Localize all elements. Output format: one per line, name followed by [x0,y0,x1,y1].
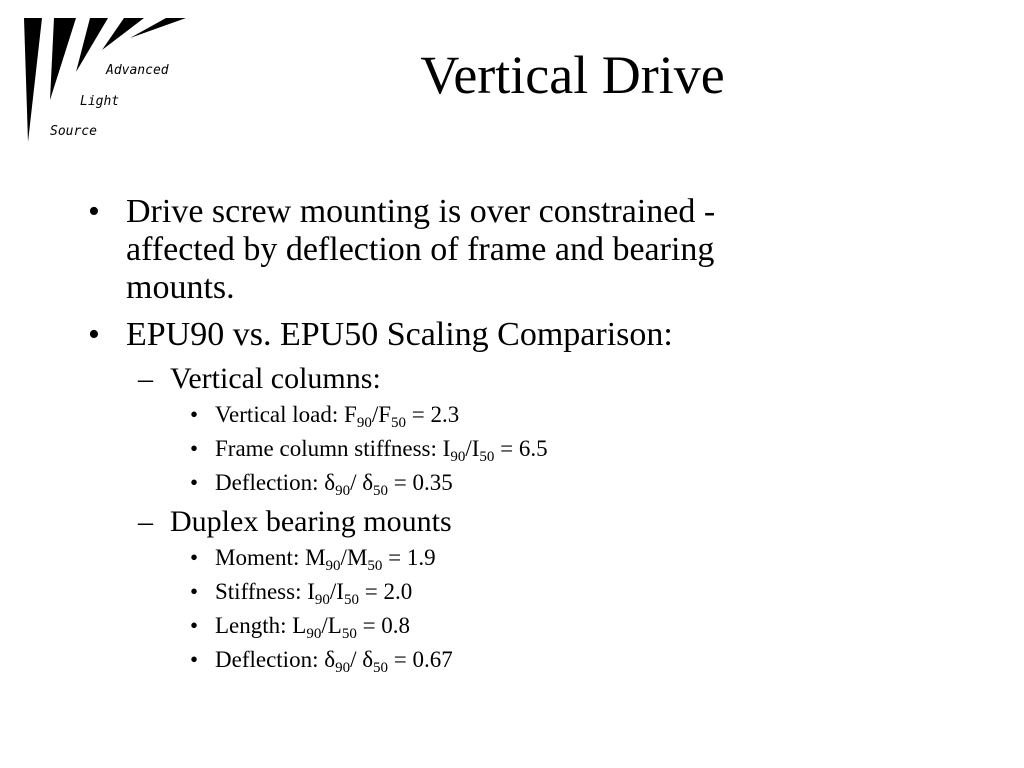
bullet-glyph: • [190,613,199,638]
bullet-text: Drive screw mounting is over constrained - affected by deflection of frame and bearing mounts. [126,193,716,306]
bullet-glyph: • [190,436,199,461]
detail-item-deflection-columns [190,468,710,498]
detail-text: Deflection: $\delta_{90}/$ $\delta_{50} = 0.35$ [215,470,453,499]
detail-text: Vertical load: $F_{90}/F_{50} = 2.3$ [215,402,460,431]
bullet-glyph: • [88,193,100,230]
detail-text: Length: $L_{90}/L_{50} = 0.8$ [215,613,411,642]
detail-item-length [190,611,710,641]
dash-glyph: – [138,362,153,395]
bullet-glyph: • [190,402,199,427]
detail-text: Moment: $M_{90}/M_{50} = 1.9$ [215,545,436,574]
sub-bullet-text: Vertical columns: [170,362,381,395]
detail-text: Deflection: $\delta_{90}/$ $\delta_{50} = 0.67$ [215,647,453,676]
dash-glyph: – [138,505,153,538]
sub-bullet-vertical-columns [138,362,738,396]
bullet-item-scaling-comparison [88,316,808,354]
bullet-text: EPU90 vs. EPU50 Scaling Comparison: [126,316,673,353]
slide-title: Vertical Drive [420,45,725,105]
bullet-glyph: • [190,545,199,570]
logo-text-light: Light [80,94,120,109]
bullet-glyph: • [88,316,100,353]
bullet-glyph: • [190,647,199,672]
detail-text: Frame column stiffness: $I_{90}/I_{50} = 6.5$ [215,436,548,465]
logo-text-source: Source [50,124,97,139]
detail-text: Stiffness: $I_{90}/I_{50} = 2.0$ [215,579,413,608]
bullet-glyph: • [190,470,199,495]
sub-bullet-text: Duplex bearing mounts [170,505,452,538]
bullet-glyph: • [190,579,199,604]
logo-text-advanced: Advanced [106,63,169,78]
bullet-item-drive-screw [88,193,808,307]
detail-item-vertical-load [190,400,710,430]
sub-bullet-duplex-bearing-mounts [138,505,738,539]
detail-item-frame-column-stiffness [190,434,710,464]
detail-item-stiffness [190,577,710,607]
detail-item-moment [190,543,710,573]
detail-item-deflection-bearing [190,645,710,675]
